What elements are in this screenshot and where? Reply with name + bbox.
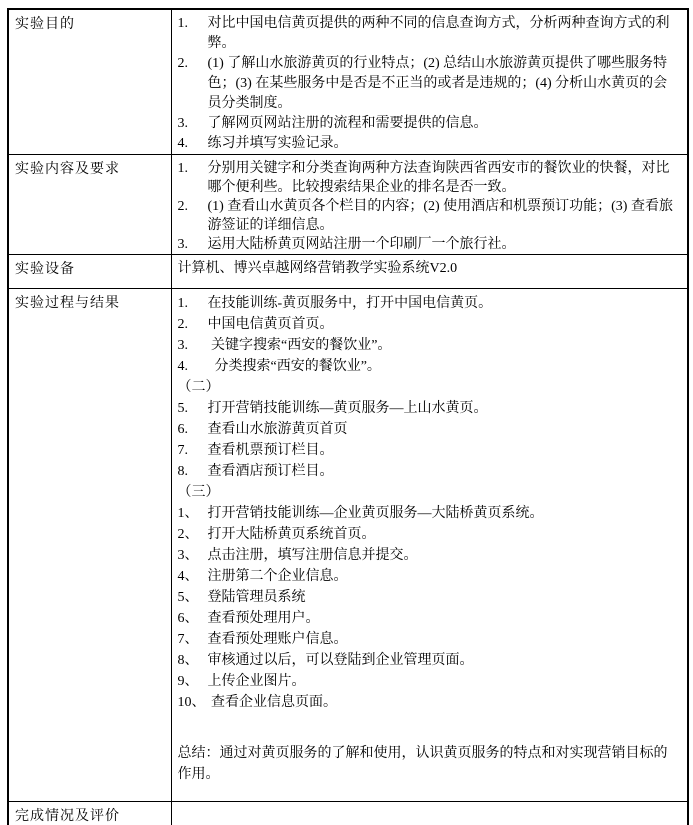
item-number: 10、 bbox=[177, 695, 206, 710]
list-item bbox=[178, 587, 680, 608]
item-number: 2. bbox=[177, 199, 188, 214]
list-item bbox=[178, 335, 680, 356]
process-numbered-list bbox=[178, 293, 680, 785]
row-label-evaluation: 完成情况及评价 bbox=[8, 802, 171, 825]
item-number: 3. bbox=[177, 116, 188, 131]
item-number: 4. bbox=[177, 359, 188, 374]
item-number: 7. bbox=[177, 443, 188, 458]
item-number: 4. bbox=[177, 136, 188, 151]
list-item bbox=[178, 293, 680, 314]
equipment-text: 计算机、博兴卓越网络营销教学实验系统V2.0 bbox=[177, 261, 458, 276]
item-text: 查看企业信息页面。 bbox=[207, 695, 337, 710]
item-text: 打开营销技能训练—黄页服务—上山水黄页。 bbox=[207, 401, 488, 416]
item-text: (1) 查看山水黄页各个栏目的内容；(2) 使用酒店和机票预订功能；(3) 查看旅游签证的详细信息。 bbox=[207, 199, 673, 233]
item-text: (1) 了解山水旅游黄页的行业特点；(2) 总结山水旅游黄页提供了哪些服务特色；(3) 在某些服务中是否是不正当的或者是违规的；(4) 分析山水黄页的会员分类制度。 bbox=[207, 56, 668, 111]
item-text: 查看预处理用户。 bbox=[207, 611, 320, 626]
list-item bbox=[178, 461, 680, 482]
list-item bbox=[178, 134, 680, 154]
item-number: 8. bbox=[177, 464, 188, 479]
table-row-purpose bbox=[8, 9, 688, 155]
item-text: 注册第二个企业信息。 bbox=[207, 569, 348, 584]
item-number: 4、 bbox=[177, 569, 199, 584]
item-number: 2、 bbox=[177, 527, 199, 542]
list-item bbox=[178, 398, 680, 419]
item-text: 查看机票预订栏目。 bbox=[207, 443, 334, 458]
table-row-process-results bbox=[8, 289, 688, 802]
item-text: 上传企业图片。 bbox=[207, 674, 306, 689]
item-number: 7、 bbox=[177, 632, 199, 647]
table-row-equipment bbox=[8, 255, 688, 289]
item-text: 打开大陆桥黄页系统首页。 bbox=[207, 527, 376, 542]
list-item bbox=[178, 608, 680, 629]
list-item bbox=[178, 419, 680, 440]
list-item bbox=[178, 159, 680, 197]
table-row-content-requirements bbox=[8, 155, 688, 255]
list-item bbox=[178, 197, 680, 235]
item-text: 中国电信黄页首页。 bbox=[207, 317, 334, 332]
item-text: 运用大陆桥黄页网站注册一个印刷厂一个旅行社。 bbox=[207, 237, 516, 252]
item-number: 5. bbox=[177, 401, 188, 416]
lab-report-table bbox=[7, 8, 689, 825]
item-text: 打开营销技能训练—企业黄页服务—大陆桥黄页系统。 bbox=[207, 506, 544, 521]
item-text: 对比中国电信黄页提供的两种不同的信息查询方式，分析两种查询方式的利弊。 bbox=[207, 16, 670, 51]
item-text: 关键字搜索“西安的餐饮业”。 bbox=[207, 338, 392, 353]
row-content-process-results bbox=[171, 289, 688, 802]
row-content-equipment bbox=[171, 255, 688, 289]
item-number: 3. bbox=[177, 237, 188, 252]
list-item bbox=[178, 566, 680, 587]
list-item bbox=[178, 650, 680, 671]
item-number: 6. bbox=[177, 422, 188, 437]
row-label-process-results: 实验过程与结果 bbox=[8, 289, 171, 802]
item-number: 3. bbox=[177, 338, 188, 353]
item-text: 查看预处理账户信息。 bbox=[207, 632, 348, 647]
item-number: 1、 bbox=[177, 506, 199, 521]
item-text: 了解网页网站注册的流程和需要提供的信息。 bbox=[207, 116, 488, 131]
section-line: 总结：通过对黄页服务的了解和使用，认识黄页服务的特点和对实现营销目标的作用。 bbox=[177, 746, 668, 782]
row-label-purpose: 实验目的 bbox=[8, 9, 171, 155]
list-item bbox=[178, 692, 680, 713]
item-text: 登陆管理员系统 bbox=[207, 590, 306, 605]
list-item bbox=[178, 356, 680, 377]
list-item bbox=[178, 440, 680, 461]
item-number: 2. bbox=[177, 56, 188, 71]
item-text: 查看酒店预订栏目。 bbox=[207, 464, 334, 479]
item-text: 在技能训练-黄页服务中，打开中国电信黄页。 bbox=[207, 296, 493, 311]
table-row-evaluation bbox=[8, 802, 688, 825]
item-number: 9、 bbox=[177, 674, 199, 689]
list-item bbox=[178, 503, 680, 524]
section-line: （三） bbox=[177, 485, 220, 500]
row-label-equipment: 实验设备 bbox=[8, 255, 171, 289]
row-content-purpose bbox=[171, 9, 688, 155]
row-label-content-requirements: 实验内容及要求 bbox=[8, 155, 171, 255]
row-content-content-requirements bbox=[171, 155, 688, 255]
row-content-evaluation-empty bbox=[171, 802, 688, 825]
list-item bbox=[178, 524, 680, 545]
section-line: （二） bbox=[177, 380, 220, 395]
requirements-numbered-list bbox=[178, 159, 680, 254]
item-number: 6、 bbox=[177, 611, 199, 626]
item-number: 3、 bbox=[177, 548, 199, 563]
item-text: 点击注册，填写注册信息并提交。 bbox=[207, 548, 418, 563]
item-number: 1. bbox=[177, 296, 188, 311]
blank-space bbox=[178, 713, 680, 743]
list-item bbox=[178, 235, 680, 254]
item-number: 1. bbox=[177, 16, 188, 31]
purpose-numbered-list bbox=[178, 14, 680, 154]
list-item bbox=[178, 314, 680, 335]
item-number: 8、 bbox=[177, 653, 199, 668]
item-text: 查看山水旅游黄页首页 bbox=[207, 422, 348, 437]
item-text: 分类搜索“西安的餐饮业”。 bbox=[207, 359, 381, 374]
list-item bbox=[178, 629, 680, 650]
item-number: 1. bbox=[177, 161, 188, 176]
list-item bbox=[178, 545, 680, 566]
item-number: 5、 bbox=[177, 590, 199, 605]
item-text: 练习并填写实验记录。 bbox=[207, 136, 348, 151]
list-item bbox=[178, 14, 680, 54]
item-text: 审核通过以后，可以登陆到企业管理页面。 bbox=[207, 653, 474, 668]
item-text: 分别用关键字和分类查询两种方法查询陕西省西安市的餐饮业的快餐，对比哪个便利些。比较搜索结果企业的排名是否一致。 bbox=[207, 161, 670, 195]
list-item bbox=[178, 114, 680, 134]
list-item bbox=[178, 671, 680, 692]
item-number: 2. bbox=[177, 317, 188, 332]
list-item bbox=[178, 54, 680, 114]
